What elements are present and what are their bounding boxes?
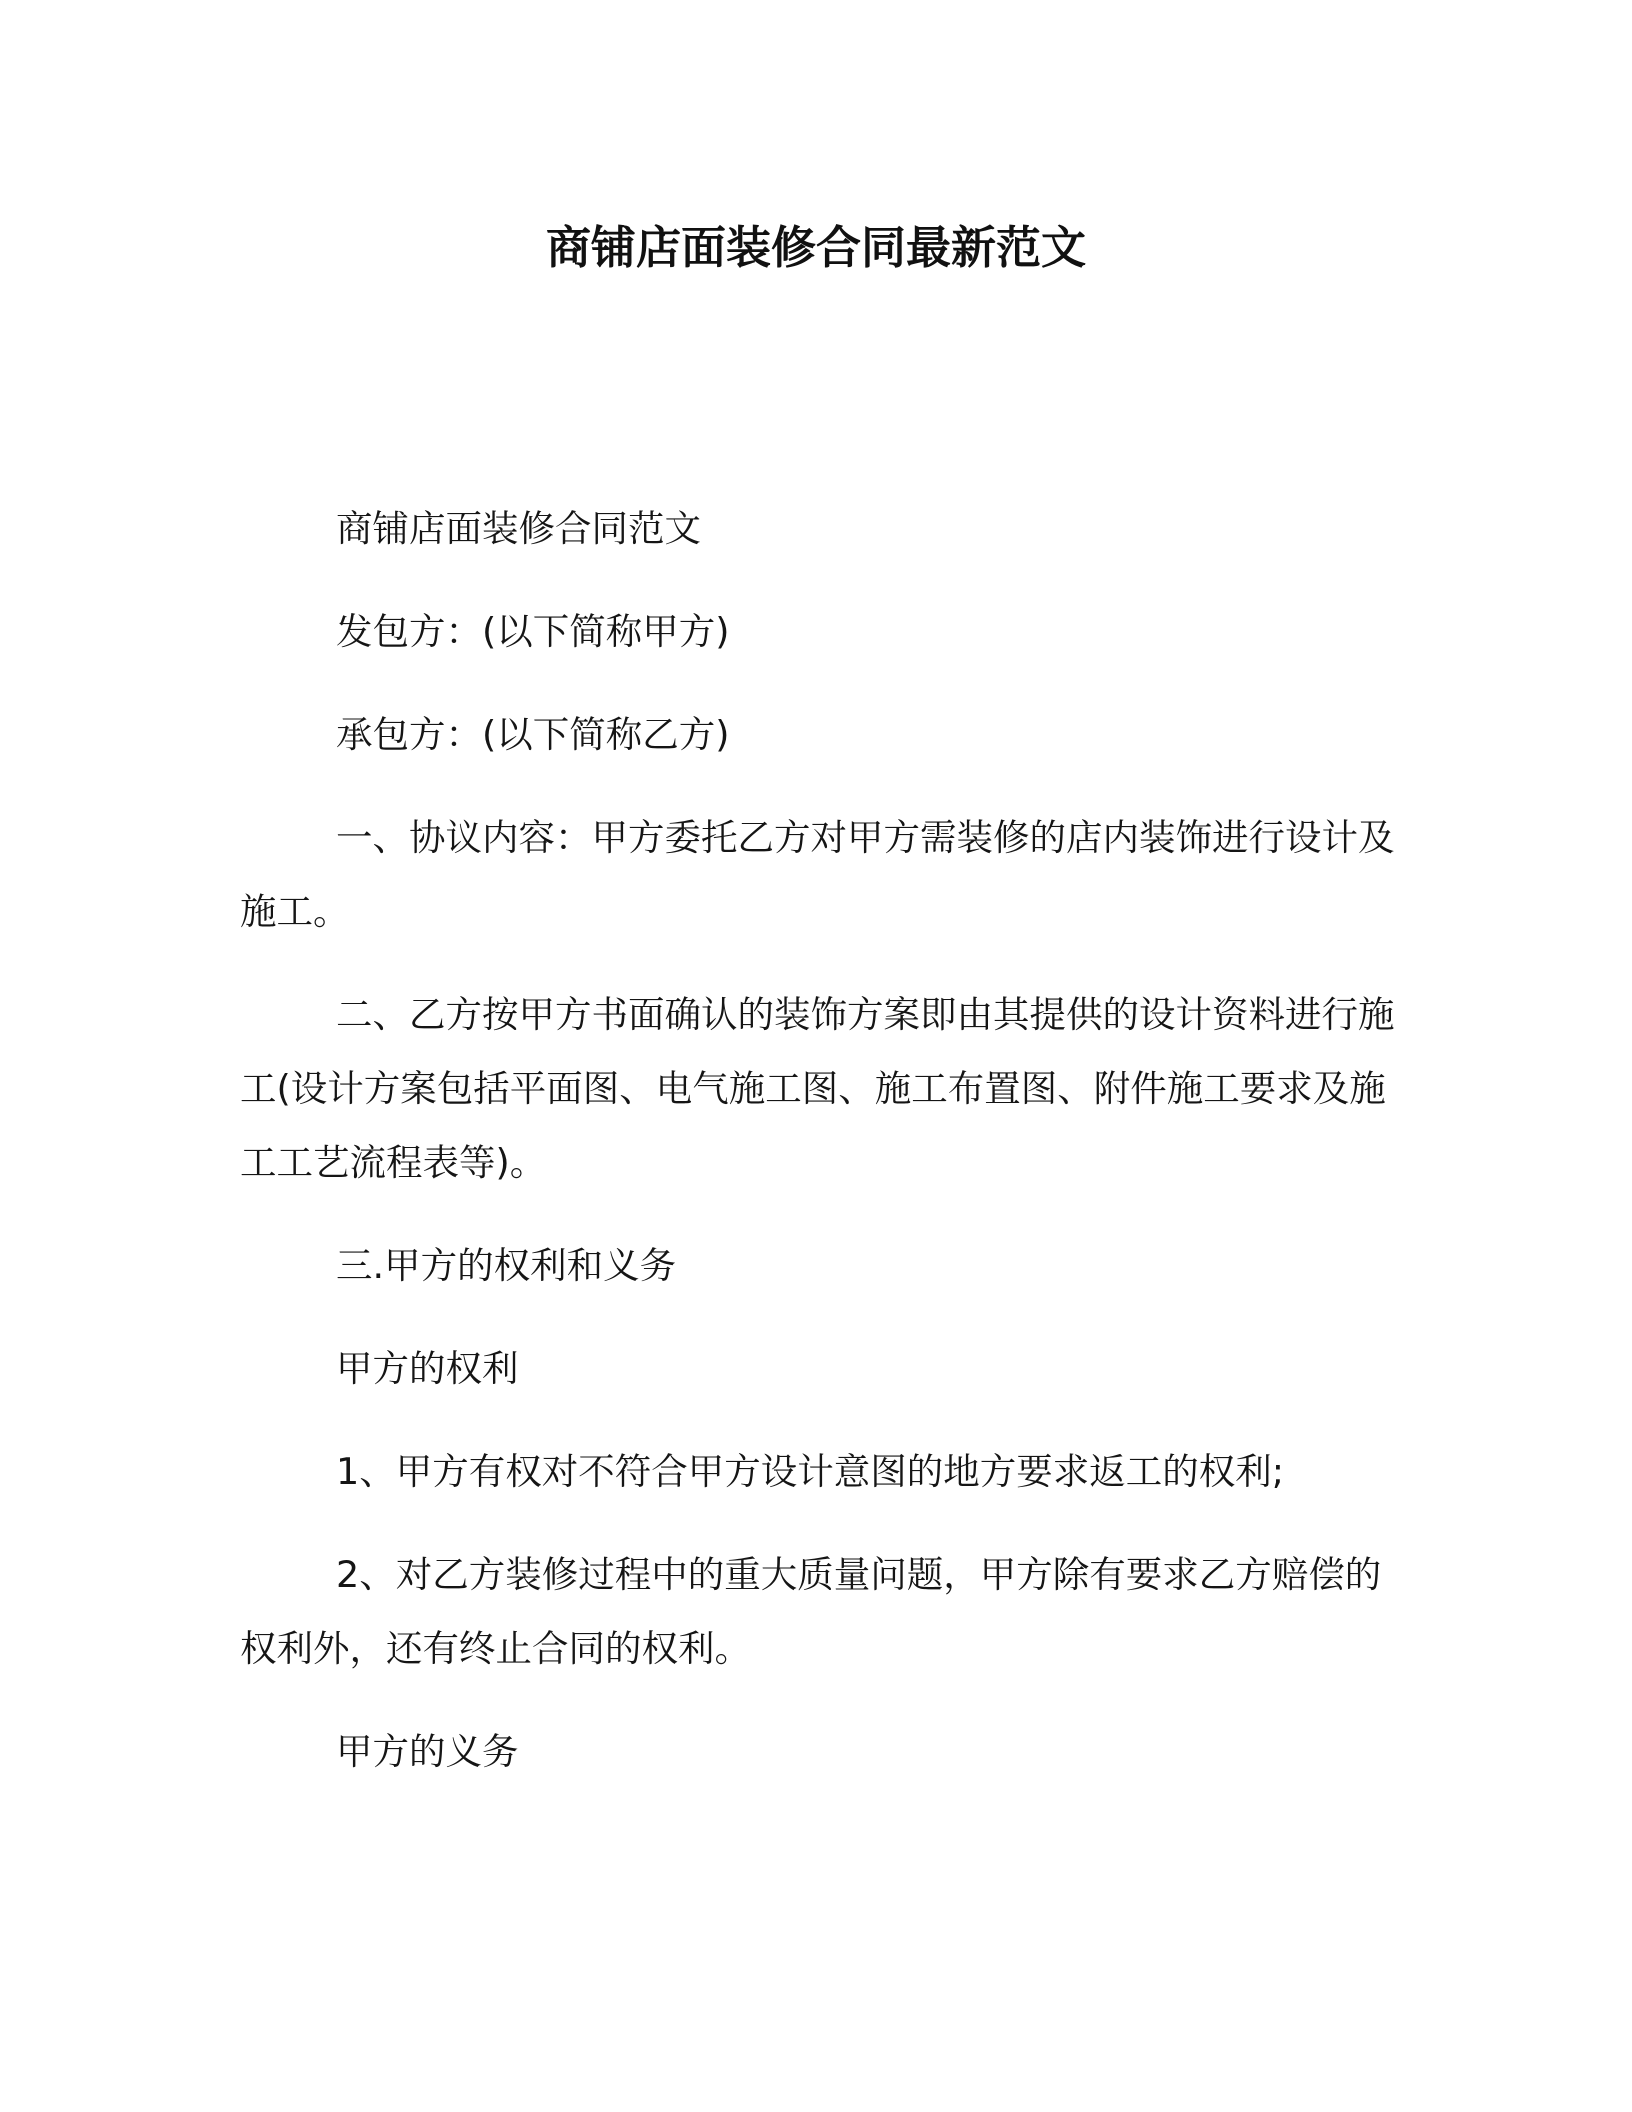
paragraph-clause-2: 二、乙方按甲方书面确认的装饰方案即由其提供的设计资料进行施工(设计方案包括平面图、电气施工图、施工布置图、附件施工要求及施工工艺流程表等)。 xyxy=(240,993,1395,1184)
paragraph-party-b: 承包方：(以下简称乙方) xyxy=(336,713,730,756)
paragraph-party-a: 发包方：(以下简称甲方) xyxy=(336,610,730,653)
paragraph-contract-name: 商铺店面装修合同范文 xyxy=(336,507,701,550)
paragraph-right-2: 2、对乙方装修过程中的重大质量问题，甲方除有要求乙方赔偿的权利外，还有终止合同的权利。 xyxy=(240,1553,1382,1670)
paragraph-party-a-obligations-heading: 甲方的义务 xyxy=(336,1730,519,1773)
document-body xyxy=(240,492,1400,1818)
paragraph-clause-3-heading: 三.甲方的权利和义务 xyxy=(336,1244,677,1287)
document-title: 商铺店面装修合同最新范文 xyxy=(545,221,1086,274)
paragraph-clause-1: 一、协议内容：甲方委托乙方对甲方需装修的店内装饰进行设计及施工。 xyxy=(240,816,1395,933)
paragraph-right-1: 1、甲方有权对不符合甲方设计意图的地方要求返工的权利; xyxy=(336,1450,1285,1493)
paragraph-party-a-rights-heading: 甲方的权利 xyxy=(336,1347,519,1390)
